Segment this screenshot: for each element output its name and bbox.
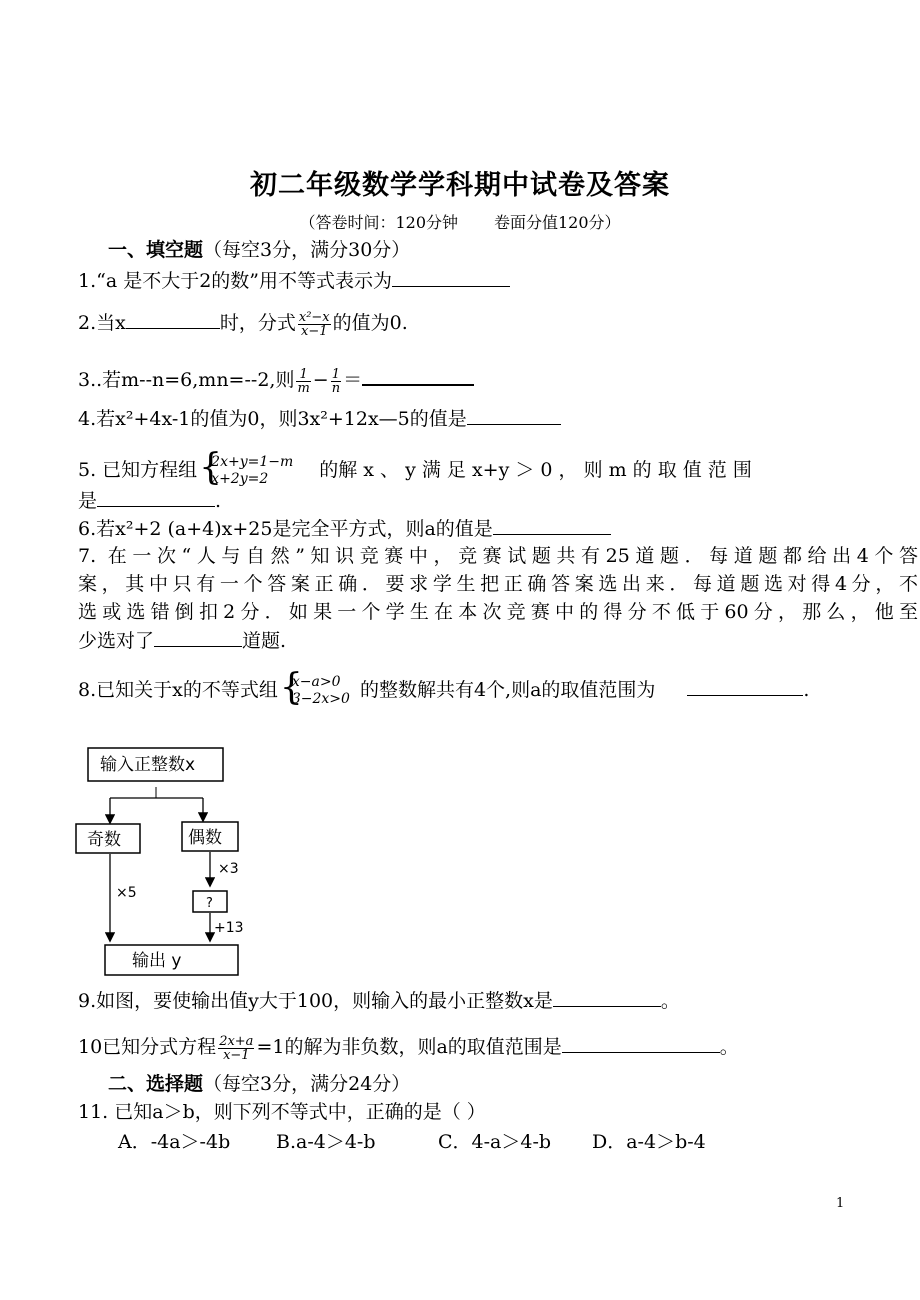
equation-row-1: 2x+y=1−m <box>211 454 294 470</box>
question-8-part-a: 8.已知关于x的不等式组 <box>78 679 278 701</box>
equation-row-2: x+2y=2 <box>211 471 269 487</box>
question-9-text: 9.如图，要使输出值y大于100，则输入的最小正整数x是 <box>78 990 553 1012</box>
option-c[interactable]: C．4-a＞4-b <box>438 1131 552 1153</box>
fraction-denominator: x−1 <box>301 323 328 339</box>
option-b[interactable]: B.a-4＞4-b <box>276 1131 376 1153</box>
fraction-numerator: 1 <box>296 368 310 382</box>
times-3-label: ×3 <box>218 861 239 877</box>
minus-sign: − <box>312 369 329 391</box>
question-2-part-c: 的值为0. <box>332 312 408 334</box>
output-label: 输出 y <box>132 951 182 971</box>
fraction-numerator: x²−x <box>298 309 330 325</box>
answer-blank-2[interactable] <box>126 308 220 329</box>
question-7-line-2: 案，其中只有一个答案正确．要求学生把正确答案选出来．每道题选对得4分，不 <box>78 573 918 595</box>
fraction-1-over-n <box>331 368 341 395</box>
answer-blank-8[interactable] <box>687 675 803 696</box>
answer-blank-1[interactable] <box>392 266 510 287</box>
section-2-name: 二、选择题 <box>108 1073 204 1095</box>
question-7-part-a: 少选对了 <box>78 630 155 652</box>
answer-blank-7[interactable] <box>154 626 242 647</box>
odd-label: 奇数 <box>87 830 121 850</box>
fraction-q2 <box>298 311 331 338</box>
exam-score: 卷面分值120分） <box>494 213 621 232</box>
page-number: 1 <box>836 1196 845 1211</box>
question-2-part-a: 2.当x <box>78 312 126 334</box>
question-3-part-a: 3..若m--n=6,mn=--2,则 <box>78 369 295 391</box>
question-5-line-1 <box>78 447 752 488</box>
question-9-end: 。 <box>660 990 680 1012</box>
answer-blank-9[interactable] <box>553 986 661 1007</box>
question-8-part-b: 的整数解共有4个,则a的取值范围为 <box>359 679 656 701</box>
question-11-stem: 11. 已知a＞b，则下列不等式中，正确的是（ ） <box>78 1101 486 1123</box>
flowchart <box>70 740 250 980</box>
fraction-denominator: x−1 <box>223 1047 250 1063</box>
inequality-row-2: 3−2x>0 <box>291 691 350 707</box>
answer-blank-6[interactable] <box>493 514 611 535</box>
exam-info <box>0 210 920 233</box>
page-title: 初二年级数学学科期中试卷及答案 <box>250 170 670 201</box>
question-10 <box>78 1032 739 1062</box>
inequality-system: { x−a>0 3−2x>0 <box>279 667 350 708</box>
option-a[interactable]: A．-4a＞-4b <box>118 1131 231 1153</box>
fraction-denominator: m <box>297 380 310 396</box>
answer-blank-4[interactable] <box>467 404 561 425</box>
question-3 <box>78 364 474 395</box>
section-2-note: （每空3分，满分24分） <box>203 1073 411 1095</box>
section-2-heading <box>108 1070 410 1098</box>
answer-blank-10[interactable] <box>562 1032 720 1053</box>
question-10-part-b: =1的解为非负数，则a的取值范围是 <box>256 1036 562 1058</box>
question-6-text: 6.若x²+2 (a+4)x+25是完全平方式，则a的值是 <box>78 518 493 540</box>
question-7-line-4 <box>78 626 286 655</box>
question-8-part-c: . <box>803 679 810 701</box>
fraction-denominator: n <box>331 380 341 396</box>
question-11-options <box>118 1128 706 1156</box>
equals-sign: ＝ <box>343 369 363 391</box>
question-5-line-2 <box>78 486 221 515</box>
question-7-line-1: 7. 在一次“人与自然”知识竞赛中，竞赛试题共有25道题．每道题都给出4个答 <box>78 545 918 567</box>
fraction-numerator: 1 <box>331 366 341 382</box>
question-1-text: 1.“a 是不大于2的数”用不等式表示为 <box>78 270 393 292</box>
even-label: 偶数 <box>188 828 222 848</box>
question-2 <box>78 308 408 338</box>
question-2-part-b: 时，分式 <box>219 312 296 334</box>
question-10-end: 。 <box>719 1036 739 1058</box>
fraction-1-over-m <box>296 368 310 395</box>
question-mark: ? <box>206 896 213 911</box>
section-1-heading <box>108 236 410 264</box>
question-6 <box>78 514 611 543</box>
question-1 <box>78 266 510 295</box>
input-label: 输入正整数x <box>100 755 196 775</box>
equation-system: { 2x+y=1−m x+2y=2 <box>199 447 294 488</box>
question-4 <box>78 404 561 433</box>
question-9 <box>78 986 680 1015</box>
exam-time: （答卷时间：120分钟 <box>299 213 458 232</box>
question-5-part-b: 的解 x 、 y 满 足 x+y ＞ 0 ， 则 m 的 取 值 范 围 <box>319 459 752 481</box>
question-5-part-a: 5. 已知方程组 <box>78 459 198 481</box>
section-1-name: 一、填空题 <box>108 239 204 261</box>
question-4-text: 4.若x²+4x-1的值为0，则3x²+12x—5的值是 <box>78 408 467 430</box>
question-7-line-3: 选或选错倒扣2分．如果一个学生在本次竞赛中的得分不低于60分，那么，他至 <box>78 601 918 623</box>
inequality-row-1: x−a>0 <box>291 674 341 690</box>
answer-blank-5[interactable] <box>97 486 215 507</box>
question-5-part-c: 是 <box>78 490 98 512</box>
question-7-part-b: 道题. <box>242 630 287 652</box>
question-8 <box>78 667 810 708</box>
fraction-numerator: 2x+a <box>219 1033 254 1049</box>
section-1-note: （每空3分，满分30分） <box>203 239 411 261</box>
question-10-part-a: 10已知分式方程 <box>78 1036 217 1058</box>
fraction-q10 <box>218 1035 254 1062</box>
option-d[interactable]: D．a-4＞b-4 <box>592 1131 706 1153</box>
question-5-part-d: . <box>215 490 222 512</box>
times-5-label: ×5 <box>116 885 137 901</box>
plus-13-label: +13 <box>214 920 244 936</box>
answer-blank-3[interactable] <box>362 364 474 386</box>
